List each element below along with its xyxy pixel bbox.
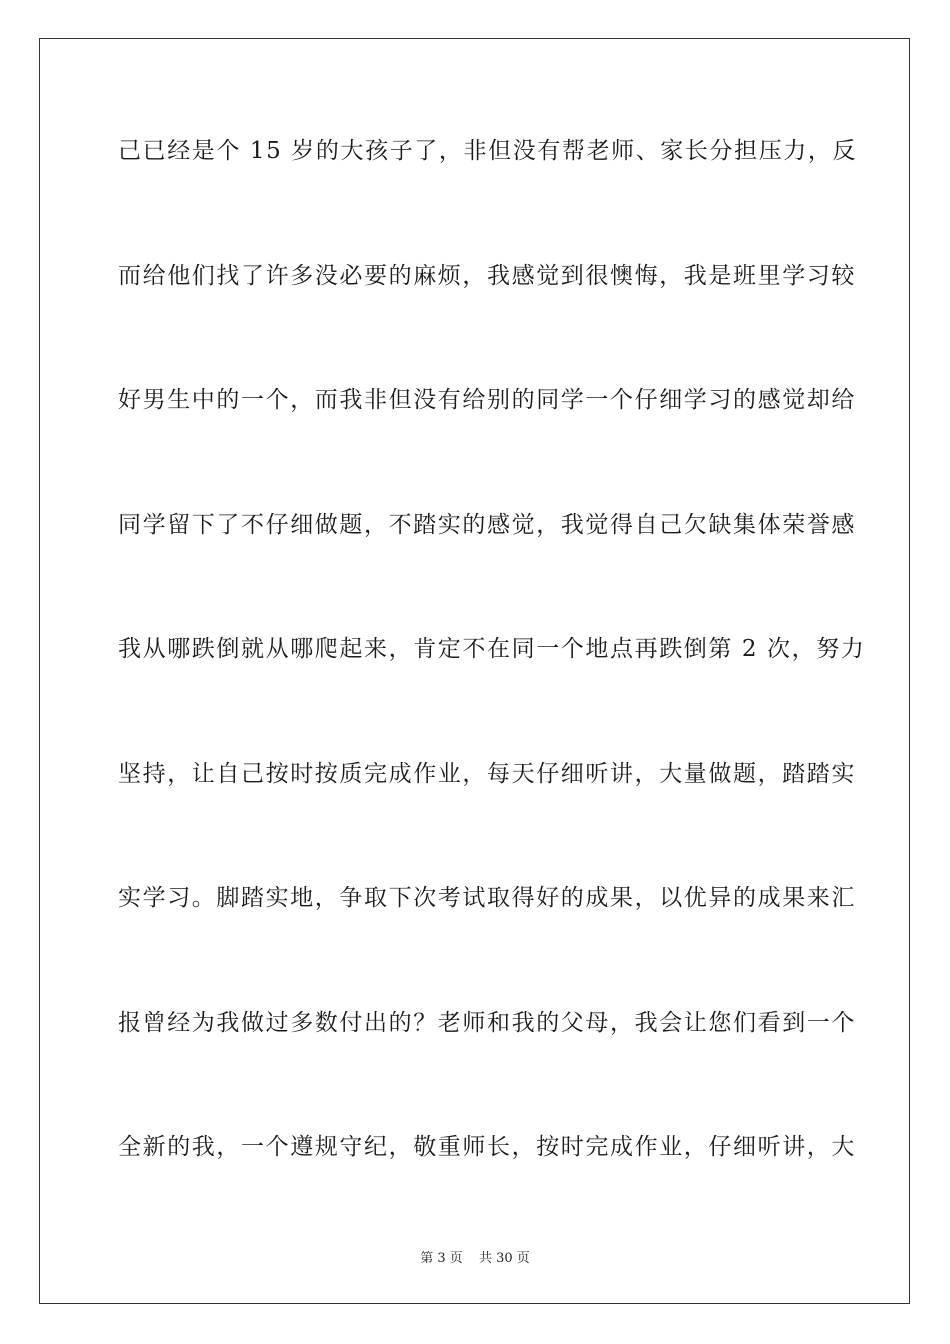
text-line: 己已经是个 15 岁的大孩子了，非但没有帮老师、家长分担压力，反 — [118, 138, 858, 164]
page-footer — [0, 1247, 950, 1266]
document-body — [118, 120, 866, 1241]
text-line: 而给他们找了许多没必要的麻烦，我感觉到很懊悔，我是班里学习较 — [118, 262, 856, 289]
page-number: 第 3 页 — [420, 1251, 463, 1266]
text-line: 坚持，让自己按时按质完成作业，每天仔细听讲，大量做题，踏踏实 — [118, 760, 856, 787]
text-line: 报曾经为我做过多数付出的？老师和我的父母，我会让您们看到一个 — [118, 1009, 856, 1036]
page-total: 共 30 页 — [478, 1251, 530, 1266]
text-line: 好男生中的一个，而我非但没有给别的同学一个仔细学习的感觉却给 — [118, 387, 856, 413]
text-line: 全新的我，一个遵规守纪，敬重师长，按时完成作业，仔细听讲，大 — [118, 1134, 856, 1160]
text-line: 同学留下了不仔细做题，不踏实的感觉，我觉得自己欠缺集体荣誉感 — [118, 511, 856, 538]
text-line: 实学习。脚踏实地，争取下次考试取得好的成果，以优异的成果来汇 — [118, 885, 856, 911]
text-line: 我从哪跌倒就从哪爬起来，肯定不在同一个地点再跌倒第 2 次，努力 — [118, 636, 866, 662]
